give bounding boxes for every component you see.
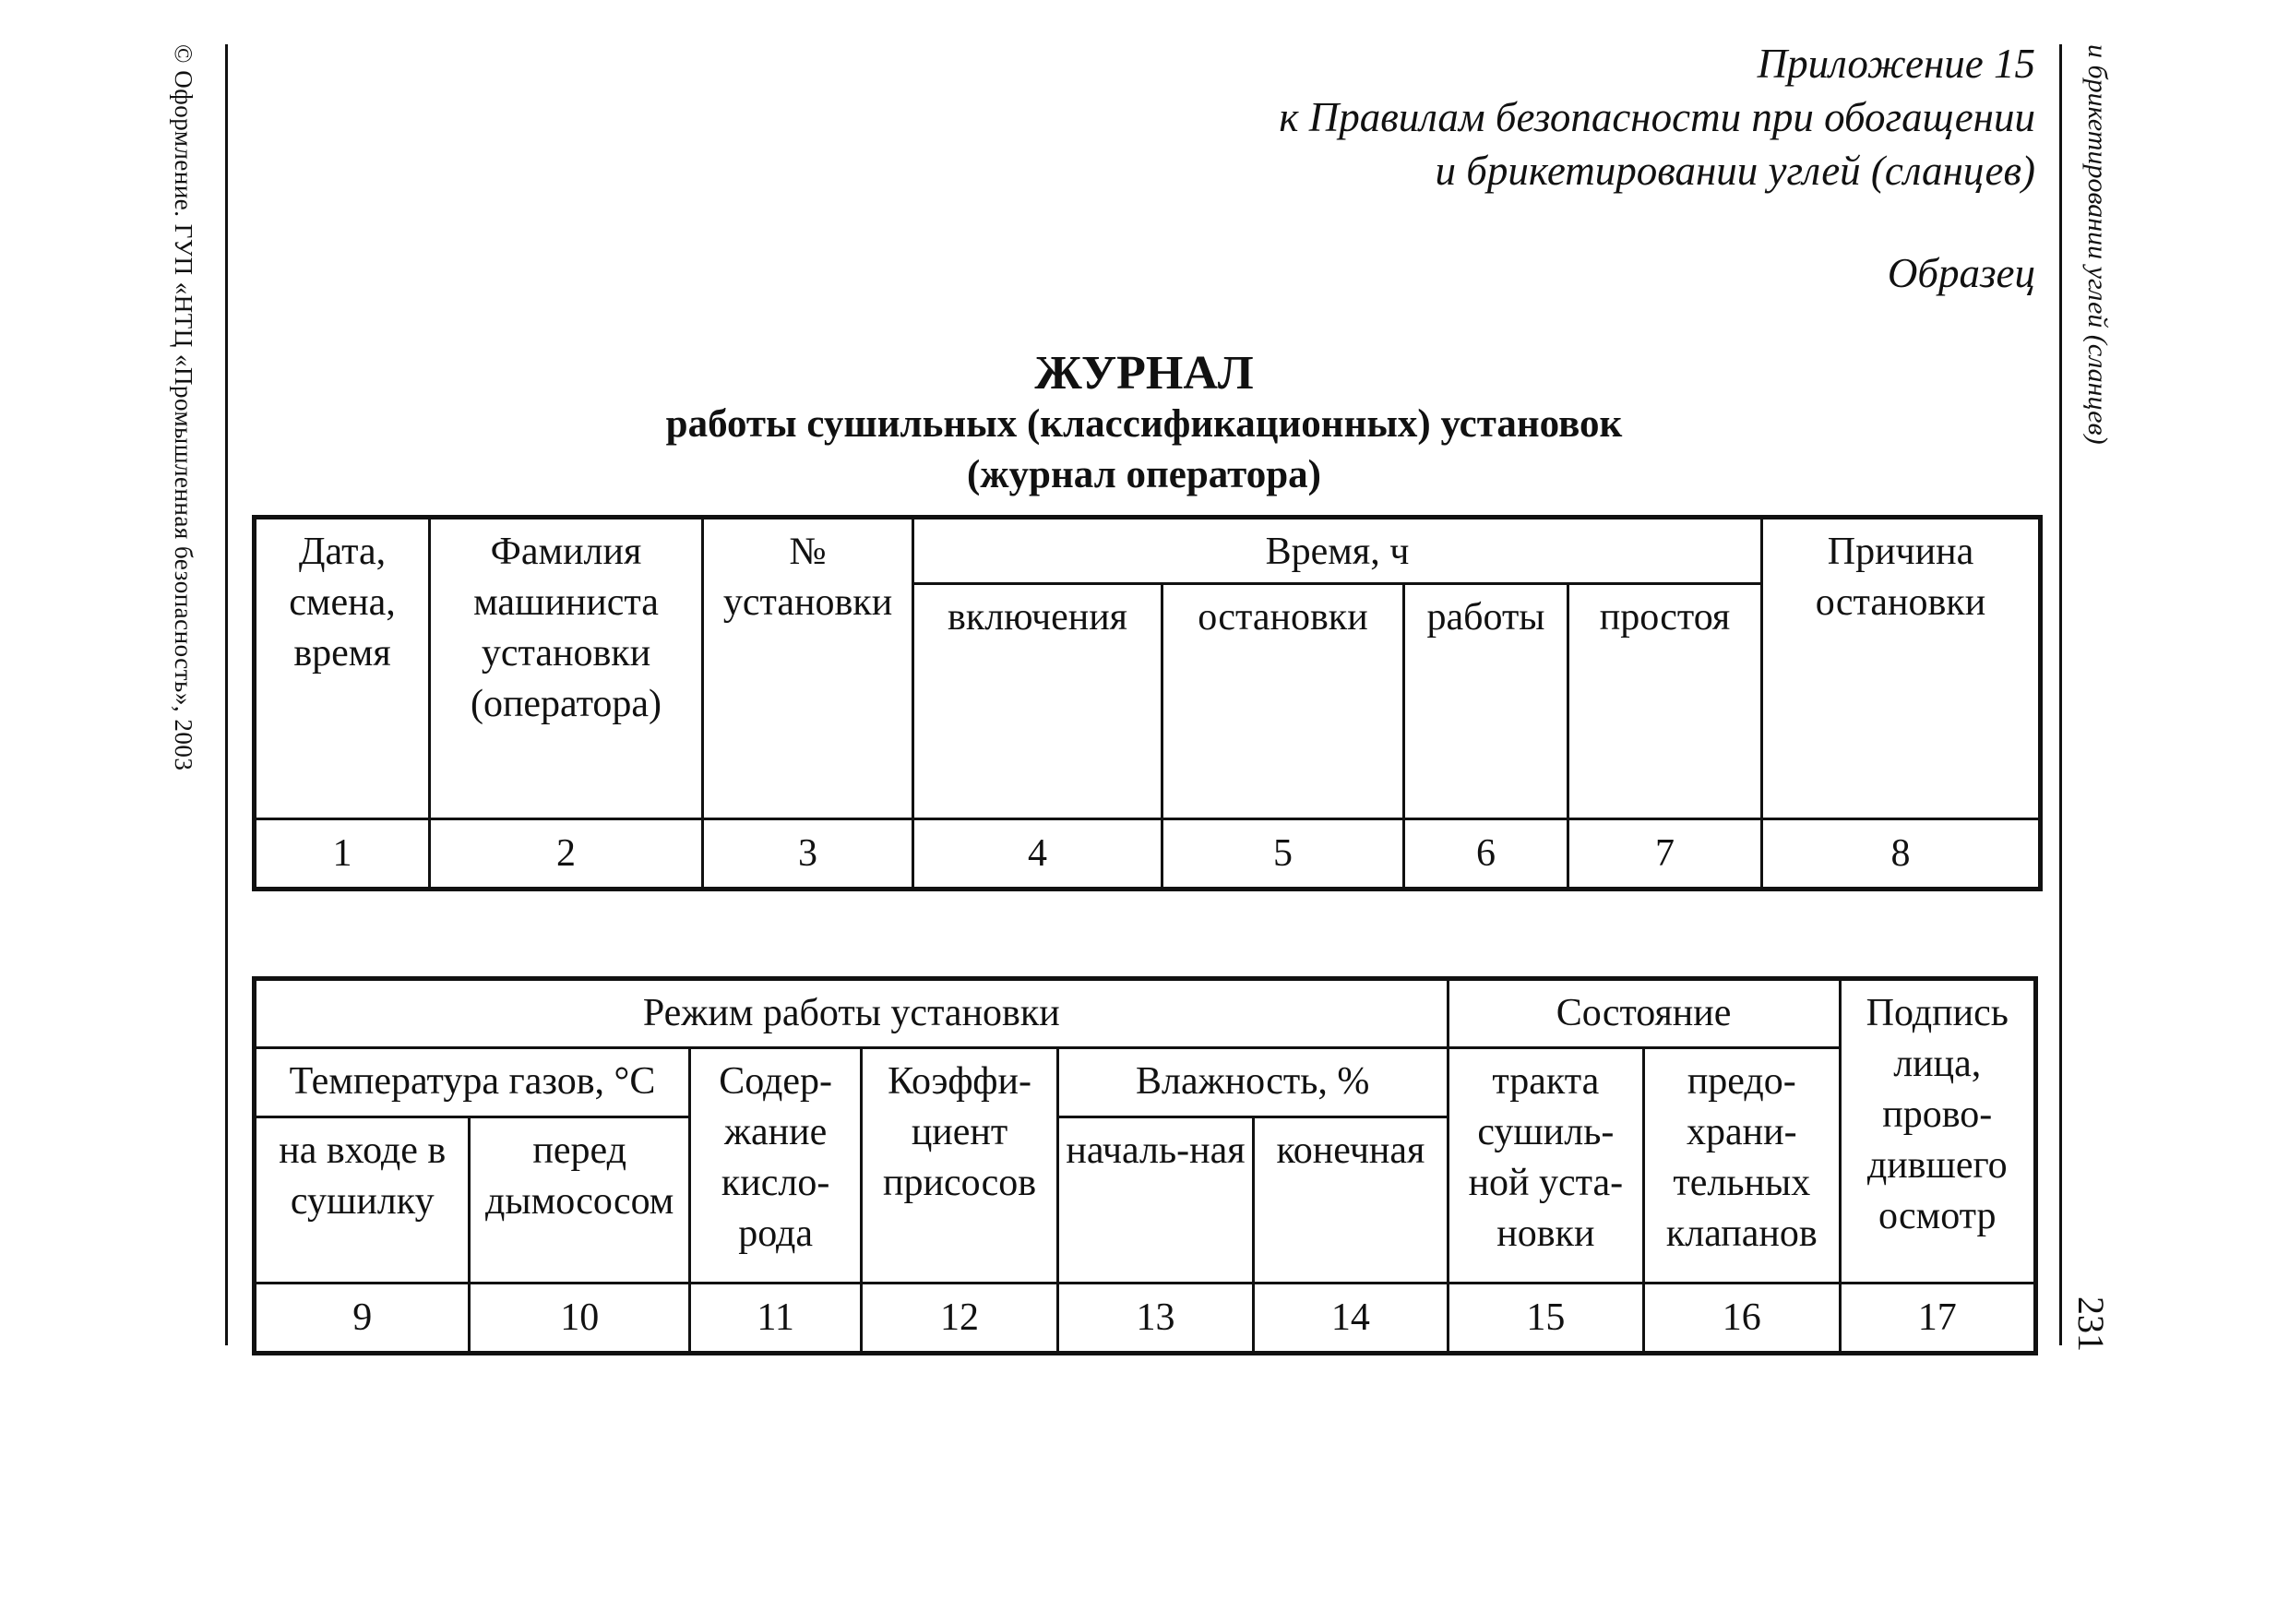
col-oxygen-content: Содер-жание кисло-рода <box>689 1048 861 1284</box>
appendix-line-3: и брикетировании углей (сланцев) <box>1435 148 2035 194</box>
col-stop-time: остановки <box>1162 584 1404 819</box>
col-humidity-final: конечная <box>1254 1117 1448 1284</box>
journal-table-part-2 <box>252 976 2038 1355</box>
page-number: 231 <box>2070 1296 2112 1352</box>
col-operator-name: Фамилия машиниста установки (оператора) <box>430 518 703 819</box>
sample-label: Образец <box>1887 250 2035 296</box>
col-idle-time: простоя <box>1568 584 1762 819</box>
appendix-label: Приложение 15 <box>1757 41 2035 87</box>
col-number: 15 <box>1448 1284 1643 1354</box>
col-number: 13 <box>1057 1284 1253 1354</box>
journal-title: ЖУРНАЛ <box>1034 347 1254 400</box>
col-number: 17 <box>1840 1284 2035 1354</box>
col-temp-dryer-inlet: на входе в сушилку <box>255 1117 470 1284</box>
col-dryer-tract-state: тракта сушиль-ной уста-новки <box>1448 1048 1643 1284</box>
col-humidity-initial: началь-ная <box>1057 1117 1253 1284</box>
journal-table-part-1 <box>252 515 2043 891</box>
state-group-header: Состояние <box>1448 979 1840 1048</box>
time-group-header: Время, ч <box>913 518 1762 584</box>
col-number: 8 <box>1762 819 2041 890</box>
col-work-time: работы <box>1404 584 1568 819</box>
appendix-line-2: к Правилам безопасности при обогащении <box>1279 94 2035 140</box>
col-number: 6 <box>1404 819 1568 890</box>
col-number: 5 <box>1162 819 1404 890</box>
col-number: 9 <box>255 1284 470 1354</box>
col-number: 16 <box>1644 1284 1840 1354</box>
right-margin-rule <box>2059 44 2062 1345</box>
col-number: 3 <box>703 819 913 890</box>
journal-subtitle-2: (журнал оператора) <box>967 453 1321 496</box>
mode-group-header: Режим работы установки <box>255 979 1449 1048</box>
col-number: 4 <box>913 819 1162 890</box>
col-number: 14 <box>1254 1284 1448 1354</box>
col-number: 7 <box>1568 819 1762 890</box>
journal-subtitle: работы сушильных (классификационных) установок <box>665 402 1623 446</box>
col-safety-valves-state: предо-храни-тельных клапанов <box>1644 1048 1840 1284</box>
col-temp-before-exhauster: перед дымососом <box>470 1117 689 1284</box>
temperature-group-header: Температура газов, °С <box>255 1048 690 1117</box>
running-header-margin-text: и брикетировании углей (сланцев) <box>2082 44 2113 445</box>
left-margin-rule <box>225 44 228 1345</box>
col-number: 1 <box>255 819 430 890</box>
col-number: 2 <box>430 819 703 890</box>
col-suction-coefficient: Коэффи-циент присосов <box>862 1048 1057 1284</box>
col-stop-reason: Причина остановки <box>1762 518 2041 819</box>
col-number: 10 <box>470 1284 689 1354</box>
copyright-margin-text: © Оформление. ГУП «НТЦ «Промышленная безопасность», 2003 <box>170 44 197 771</box>
col-unit-number: № установки <box>703 518 913 819</box>
col-number: 11 <box>689 1284 861 1354</box>
col-start-time: включения <box>913 584 1162 819</box>
col-inspector-signature: Подпись лица, прово-дившего осмотр <box>1840 979 2035 1284</box>
humidity-group-header: Влажность, % <box>1057 1048 1448 1117</box>
col-number: 12 <box>862 1284 1057 1354</box>
col-date-shift-time: Дата, смена, время <box>255 518 430 819</box>
